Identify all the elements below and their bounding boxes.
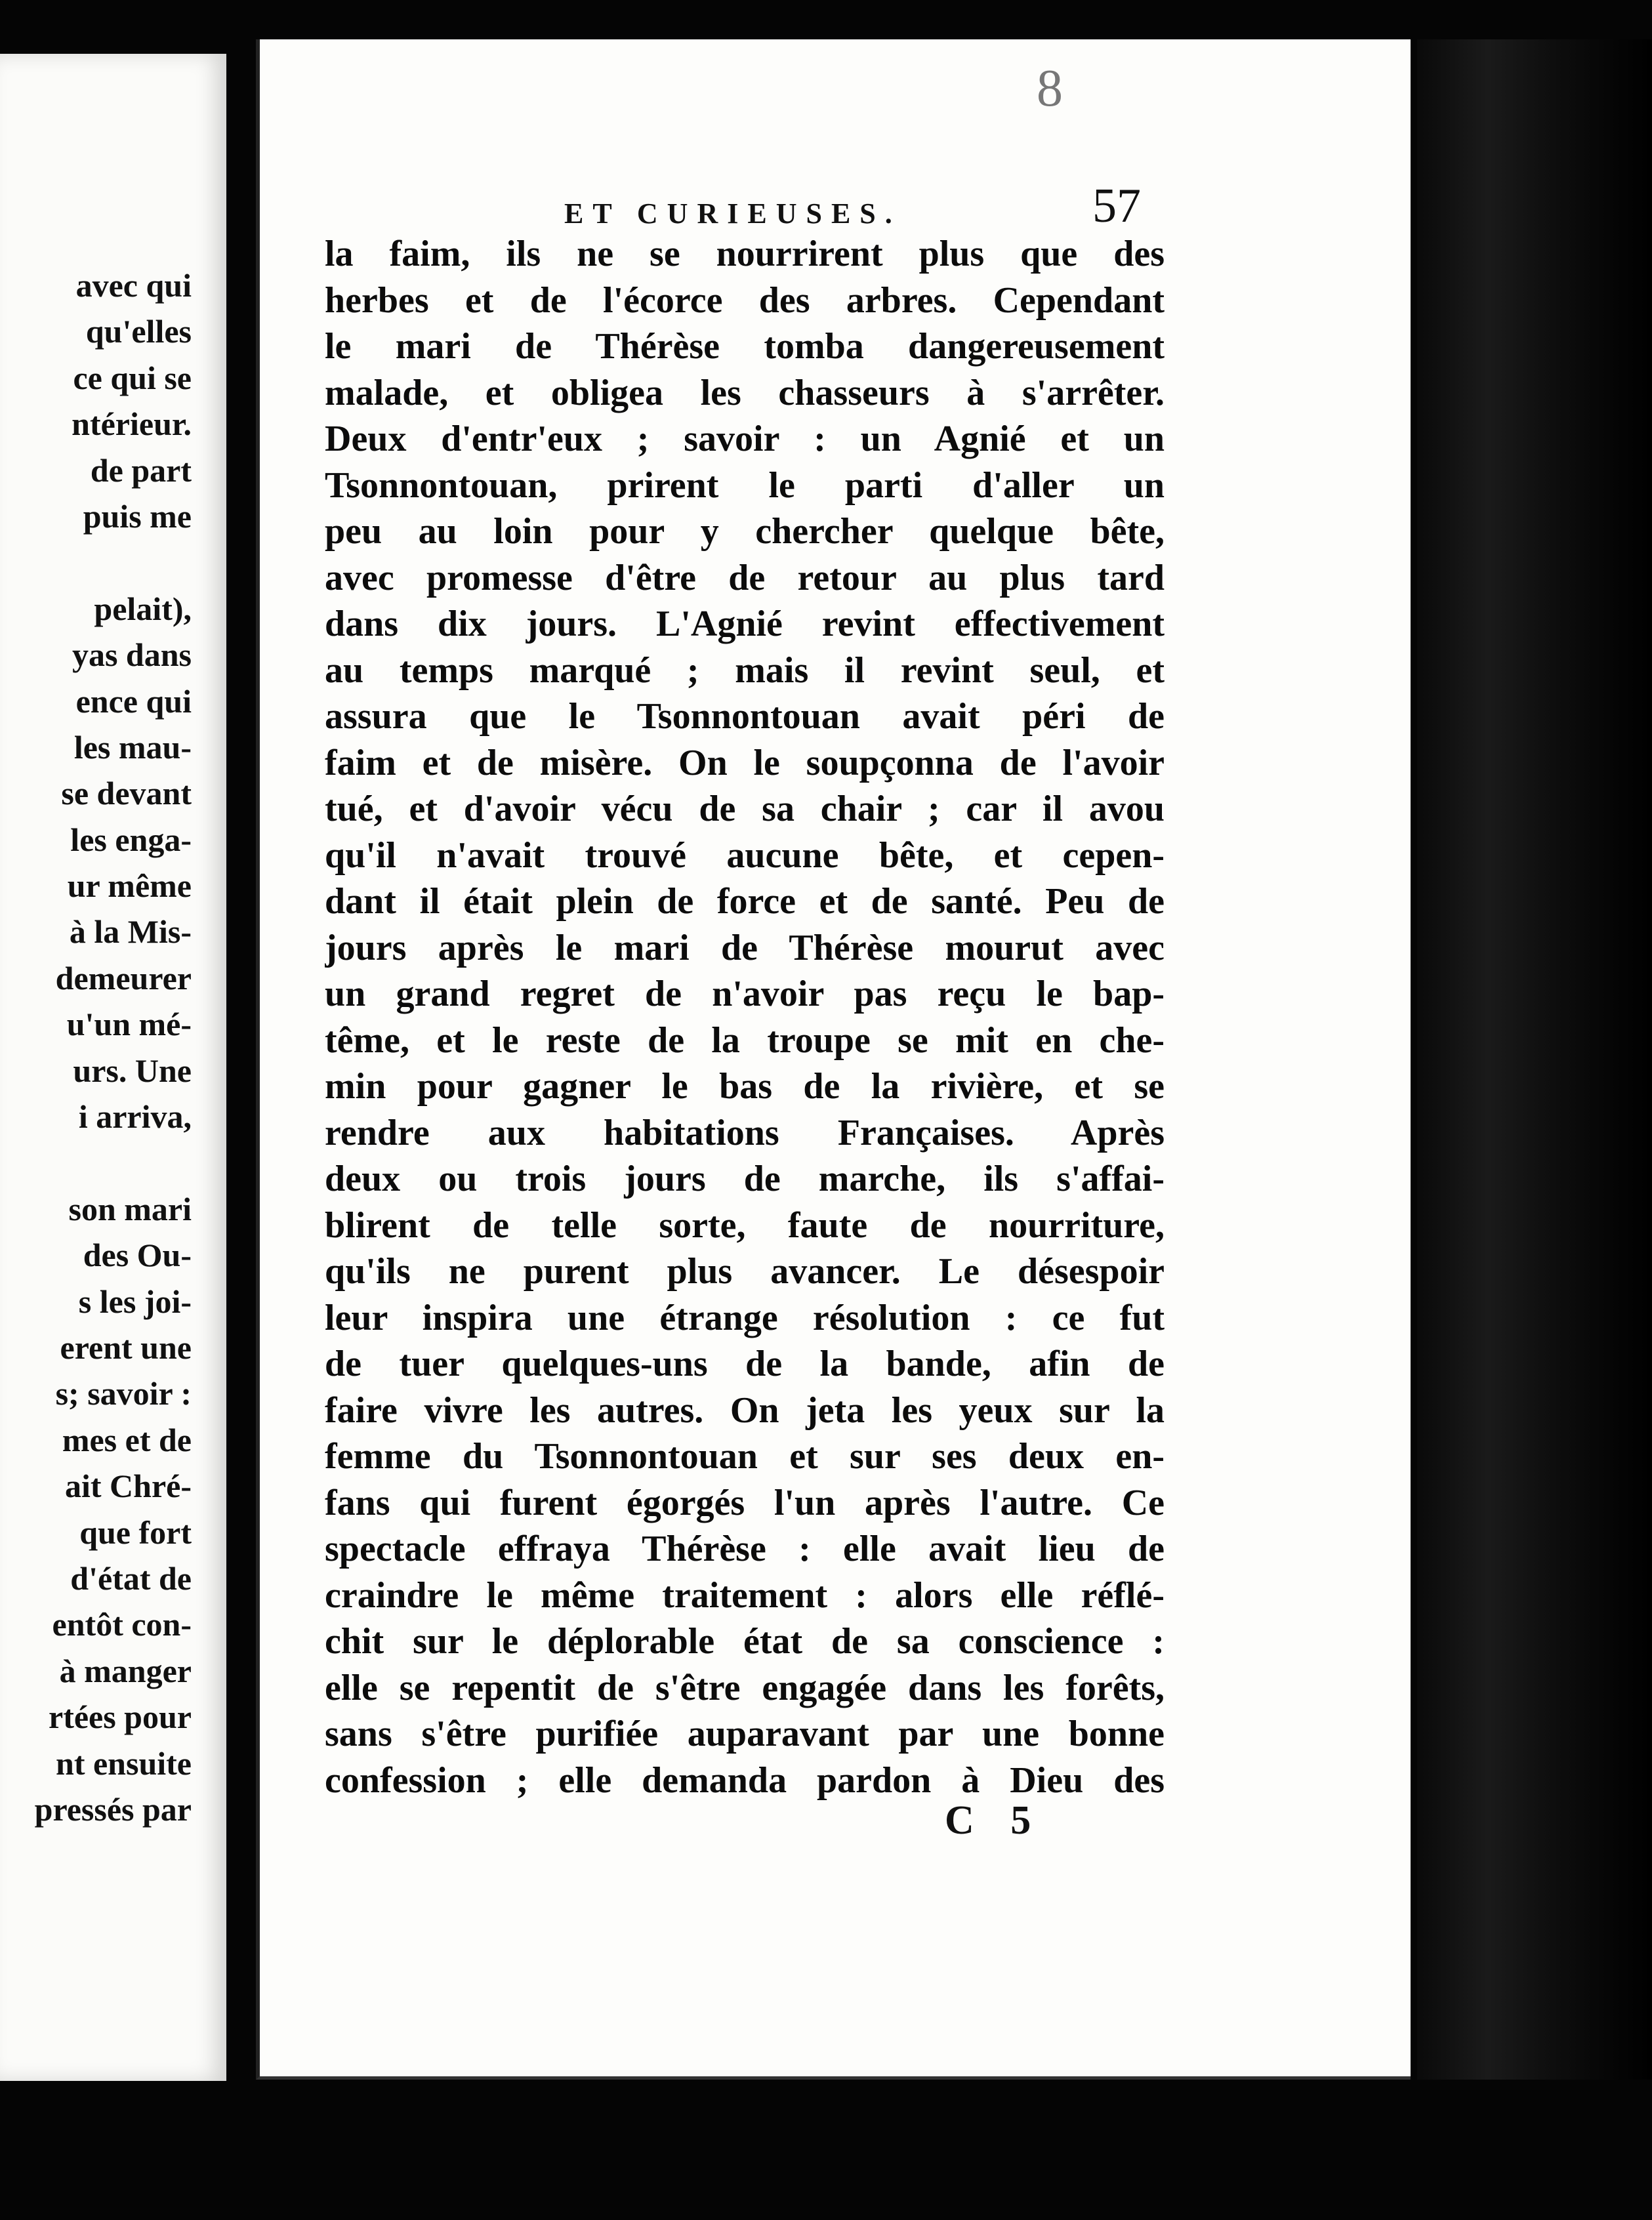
left-page-line: puis me	[83, 497, 192, 535]
body-line: tême, et le reste de la troupe se mit en che-	[325, 1019, 1165, 1061]
body-line: Deux d'entr'eux ; savoir : un Agnié et un	[325, 419, 1165, 459]
left-page-line: entôt con-	[52, 1606, 192, 1643]
body-line: elle se repentit de s'être engagée dans les forêts,	[325, 1667, 1165, 1708]
running-head: ET CURIEUSES.	[564, 197, 901, 230]
body-line: herbes et de l'écorce des arbres. Cependant	[325, 279, 1165, 321]
left-page-line: erent une	[60, 1328, 192, 1366]
left-page-line: avec qui	[75, 267, 192, 304]
body-line: malade, et obligea les chasseurs à s'arrêter.	[325, 372, 1165, 413]
body-line: tué, et d'avoir vécu de sa chair ; car il avou	[325, 789, 1165, 829]
left-page-line: des Ou-	[83, 1237, 192, 1274]
left-page-line: de part	[90, 451, 192, 489]
left-page-line	[0, 539, 192, 585]
body-line: deux ou trois jours de marche, ils s'affai-	[325, 1159, 1165, 1199]
left-page-line: demeurer	[55, 959, 192, 997]
body-line: blirent de telle sorte, faute de nourriture,	[325, 1204, 1165, 1246]
left-page-line: d'état de	[70, 1559, 192, 1597]
left-page-line: à la Mis-	[69, 913, 192, 951]
left-page-line: ur même	[67, 867, 192, 905]
left-page-line: yas dans	[72, 636, 192, 674]
left-page-line: que fort	[79, 1513, 192, 1551]
left-page-line: mes et de	[62, 1421, 192, 1458]
left-page-line: ce qui se	[73, 359, 192, 396]
left-page-line: s; savoir :	[55, 1375, 192, 1412]
left-page-line: pelait),	[94, 590, 192, 627]
body-line: de tuer quelques-uns de la bande, afin de	[325, 1344, 1165, 1384]
body-line: fans qui furent égorgés l'un après l'autre. Ce	[325, 1482, 1165, 1523]
body-line: femme du Tsonnontouan et sur ses deux en-	[325, 1436, 1165, 1477]
left-page-line: les mau-	[73, 728, 192, 766]
left-page-line: nt ensuite	[56, 1744, 192, 1782]
body-line: qu'il n'avait trouvé aucune bête, et cepen-	[325, 834, 1165, 876]
left-page-line: ait Chré-	[65, 1468, 192, 1505]
body-line: rendre aux habitations Françaises. Après	[325, 1112, 1165, 1153]
body-text	[325, 231, 1165, 1803]
body-line: dans dix jours. L'Agnié revint effectivement	[325, 604, 1165, 644]
body-line: sans s'être purifiée auparavant par une bonne	[325, 1714, 1165, 1754]
body-line: craindre le même traitement : alors elle réflé-	[325, 1574, 1165, 1616]
body-line: chit sur le déplorable état de sa conscience :	[325, 1621, 1165, 1662]
left-page-line: i arriva,	[78, 1098, 192, 1136]
left-page-line: se devant	[61, 775, 192, 812]
left-page-line: son mari	[68, 1190, 192, 1227]
left-page-line: ntérieur.	[72, 405, 192, 443]
left-page-line	[0, 1140, 192, 1185]
page-edge	[1417, 39, 1652, 2080]
body-line: la faim, ils ne se nourrirent plus que des	[325, 234, 1165, 274]
body-line: jours après le mari de Thérèse mourut avec	[325, 927, 1165, 968]
left-page-line: urs. Une	[73, 1052, 192, 1089]
left-page-line: à manger	[59, 1652, 192, 1689]
left-page-line: u'un mé-	[66, 1006, 192, 1043]
body-line: confession ; elle demanda pardon à Dieu des	[325, 1759, 1165, 1801]
body-line: min pour gagner le bas de la rivière, et se	[325, 1066, 1165, 1107]
page-number: 57	[1092, 179, 1141, 233]
left-page-line: qu'elles	[85, 313, 192, 350]
left-page-line: les enga-	[70, 821, 192, 858]
left-page-line: rtées pour	[49, 1698, 192, 1736]
left-page-text	[0, 262, 192, 1832]
corner-mark: 8	[1037, 60, 1063, 117]
body-line: assura que le Tsonnontouan avait péri de	[325, 696, 1165, 737]
body-line: le mari de Thérèse tomba dangereusement	[325, 326, 1165, 367]
body-line: faire vivre les autres. On jeta les yeux sur la	[325, 1389, 1165, 1431]
body-line: qu'ils ne purent plus avancer. Le désespoir	[325, 1251, 1165, 1292]
left-page-line: ence qui	[75, 682, 192, 720]
body-line: avec promesse d'être de retour au plus tard	[325, 557, 1165, 598]
left-page-line: pressés par	[34, 1790, 192, 1828]
body-line: spectacle effraya Thérèse : elle avait lieu de	[325, 1529, 1165, 1569]
body-line: dant il était plein de force et de santé. Peu de	[325, 881, 1165, 922]
left-page-line: s les joi-	[78, 1283, 192, 1320]
body-line: peu au loin pour y chercher quelque bête,	[325, 511, 1165, 552]
body-line: un grand regret de n'avoir pas reçu le bap-	[325, 974, 1165, 1014]
body-line: leur inspira une étrange résolution : ce fut	[325, 1297, 1165, 1338]
signature-mark: C 5	[945, 1798, 1044, 1843]
body-line: faim et de misère. On le soupçonna de l'avoir	[325, 742, 1165, 783]
body-line: au temps marqué ; mais il revint seul, et	[325, 649, 1165, 691]
body-line: Tsonnontouan, prirent le parti d'aller un	[325, 464, 1165, 506]
left-page	[0, 54, 226, 2081]
